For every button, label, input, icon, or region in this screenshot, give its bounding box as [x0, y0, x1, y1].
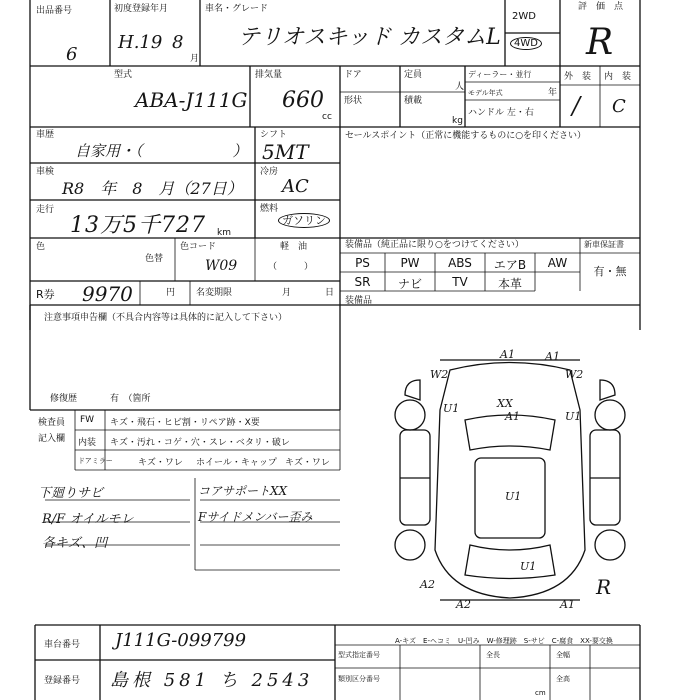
equip-pw: PW — [400, 256, 420, 270]
capacity-label: 定員 — [404, 70, 423, 80]
dealer-label: ディーラー・並行 — [468, 70, 532, 79]
remark-left-3: 各キズ、凹 — [42, 536, 108, 551]
equipment-label: 装備品（純正品に限り○をつけてください） — [345, 240, 524, 250]
repair-label: 修復歴 — [50, 394, 78, 404]
color-code: W09 — [205, 258, 238, 274]
model-year-label: モデル年式 — [468, 89, 503, 97]
rui-label: 類別区分番号 — [338, 675, 380, 683]
capacity-unit: 人 — [455, 82, 465, 92]
measure-width: 全幅 — [556, 651, 570, 659]
shaken-label: 車検 — [36, 167, 55, 177]
cm-unit: cm — [535, 689, 546, 697]
first-reg-label: 初度登録年月 — [114, 4, 169, 14]
mark-right-fender: W2 — [565, 368, 584, 381]
kata-label: 型式指定番号 — [338, 651, 380, 659]
door-label: ドア — [344, 70, 362, 80]
mark-rear-left: A2 — [420, 578, 435, 591]
mileage-label: 走行 — [36, 205, 55, 215]
aircon-value: AC — [282, 176, 309, 197]
notice-label: 注意事項申告欄（不具合内容等は具体的に記入して下さい） — [44, 313, 288, 323]
reg-label: 登録番号 — [44, 676, 81, 686]
mileage-value: 13万5千727 — [70, 213, 206, 238]
history-label: 車歴 — [36, 130, 55, 140]
mark-front-right: A1 — [545, 350, 560, 363]
check-wheel-items: キズ・ワレ — [285, 458, 330, 468]
equip-sr: SR — [354, 275, 371, 289]
displacement: 660 — [282, 88, 324, 113]
model-label: 型式 — [114, 70, 133, 80]
load-label: 積載 — [404, 96, 423, 106]
cc-unit: cc — [322, 112, 332, 122]
kiho-label: 軽 油 — [280, 242, 308, 252]
warranty-value: 有・無 — [593, 265, 627, 278]
remark-right-1: コアサポートXX — [198, 484, 288, 498]
score-label: 評 価 点 — [578, 2, 624, 12]
drive-2wd: 2WD — [512, 11, 536, 22]
aircon-label: 冷房 — [260, 167, 279, 177]
interior-label: 内 装 — [604, 72, 632, 82]
chassis-no: J111G-099799 — [115, 630, 247, 651]
first-reg-era: H.19 — [118, 32, 163, 53]
shape-label: 形状 — [344, 96, 363, 106]
mark-right-door: U1 — [565, 410, 582, 423]
check-mirror-items: キズ・ワレ — [138, 458, 183, 468]
exterior-grade: / — [572, 92, 581, 120]
check-fw-items: キズ・飛石・ヒビ割・リペア跡・X要 — [110, 418, 260, 428]
shaken-value: R8 年 8 月（27日） — [62, 179, 243, 198]
check-fw-head: FW — [80, 415, 95, 425]
other-equipment-label: 装備品 — [345, 296, 373, 306]
remark-right-2: Fサイドメンバー歪み — [198, 510, 313, 524]
warranty-label: 新車保証書 — [584, 240, 624, 249]
name-grade-label: 車名・グレード — [205, 4, 269, 14]
car-name: テリオスキッド カスタムL — [238, 25, 501, 50]
meigi-month: 月 — [282, 288, 292, 298]
check-mirror-head: ドアミラー — [78, 457, 113, 465]
sales-point-label: セールスポイント（正常に機能するものに○を印ください） — [345, 131, 587, 141]
month-unit: 月 — [190, 54, 200, 64]
shift-value: 5MT — [262, 140, 309, 164]
drive-4wd: 4WD — [510, 37, 542, 50]
repair-value: 有 （箇所 — [110, 394, 151, 404]
equip-tv: TV — [452, 275, 468, 289]
mark-hood-left: U1 — [443, 402, 460, 415]
model-code: ABA-J111G — [135, 88, 248, 112]
r-ken-label: R券 — [36, 288, 55, 301]
color-code-label: 色コード — [180, 242, 217, 252]
meigi-label: 名変期限 — [196, 288, 233, 298]
shift-label: シフト — [260, 130, 288, 140]
reg-no: 島根 581 ち 2543 — [110, 670, 314, 691]
measure-height: 全高 — [556, 675, 570, 683]
check-wheel-head: ホイール・キャップ — [196, 458, 277, 468]
yen-unit: 円 — [166, 288, 176, 298]
exterior-label: 外 装 — [564, 72, 592, 82]
history-value: 自家用・（ ） — [75, 142, 248, 160]
mark-rear-right: A1 — [560, 598, 575, 611]
diagram-legend: A-キズ E-ヘコミ U-凹み W-修理跡 S-サビ C-腐食 XX-要交換 — [395, 637, 613, 645]
repaint-label: 色替 — [145, 254, 164, 264]
color-label: 色 — [36, 242, 46, 252]
entry-label: 記入欄 — [38, 434, 66, 444]
interior-grade: C — [612, 96, 626, 117]
first-reg-month: 8 — [172, 32, 184, 53]
displacement-label: 排気量 — [255, 70, 283, 80]
kiho-paren: （ ） — [268, 262, 314, 272]
r-ken-value: 9970 — [82, 282, 133, 306]
score: R — [586, 22, 614, 63]
mark-front-bumper: A1 — [500, 348, 515, 361]
lot-no: 6 — [66, 44, 78, 65]
mark-repair: R — [596, 575, 612, 599]
mark-rear-bumper: A2 — [456, 598, 471, 611]
fuel-label: 燃料 — [260, 204, 279, 214]
check-interior-items: キズ・汚れ・コゲ・穴・スレ・ベタリ・破レ — [110, 438, 290, 448]
equip-abs: ABS — [448, 256, 472, 270]
lot-no-label: 出品番号 — [36, 6, 73, 16]
km-unit: km — [217, 228, 231, 238]
measure-length: 全長 — [486, 651, 500, 659]
mark-hood-xx: XX — [497, 397, 513, 410]
year-unit: 年 — [548, 88, 558, 98]
equip-airbag: エアB — [493, 258, 527, 272]
equip-ps: PS — [355, 256, 370, 270]
remark-left-2: R/F オイルモレ — [42, 512, 134, 527]
car-body-diagram — [380, 350, 640, 610]
chassis-label: 車台番号 — [44, 640, 81, 650]
mark-roof: U1 — [505, 490, 522, 503]
inspector-label: 検査員 — [38, 418, 66, 428]
equip-leather: 本革 — [497, 277, 522, 291]
load-unit: kg — [452, 116, 463, 126]
mark-left-fender: W2 — [430, 368, 449, 381]
meigi-day: 日 — [325, 288, 335, 298]
fuel-value: ガソリン — [278, 213, 330, 228]
equip-aw: AW — [547, 256, 568, 270]
remark-left-1: 下廻りサビ — [38, 486, 104, 501]
mark-hood-a1: A1 — [505, 410, 520, 423]
mark-rear: U1 — [520, 560, 537, 573]
handle-label: ハンドル 左・右 — [468, 108, 534, 118]
equip-navi: ナビ — [397, 277, 422, 291]
check-interior-head: 内装 — [78, 438, 97, 448]
